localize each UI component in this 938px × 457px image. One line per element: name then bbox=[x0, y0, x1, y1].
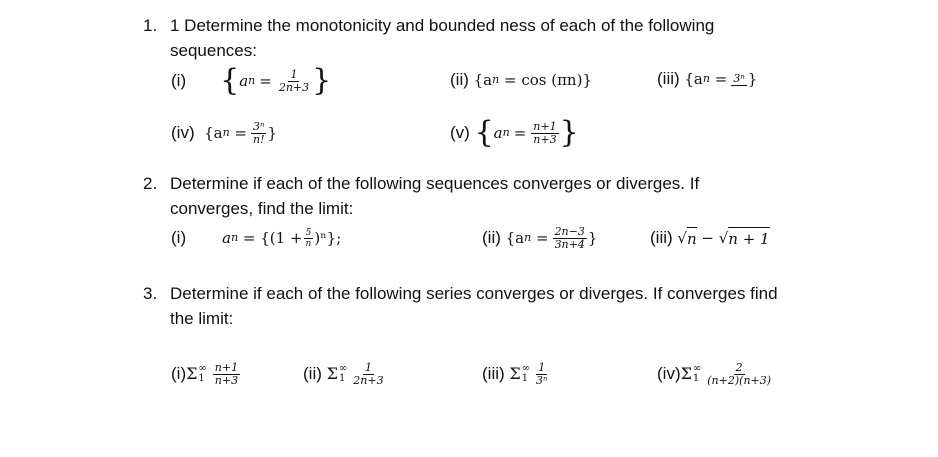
q1-iii-expr: {a bbox=[684, 70, 703, 88]
q1-i-var: a bbox=[239, 72, 249, 90]
q1-i-den: 2n+3 bbox=[278, 80, 310, 94]
q3-iii-den: 3ⁿ bbox=[536, 373, 548, 387]
q2-ii-sub: n bbox=[524, 231, 532, 244]
q3-i-upper: ∞ bbox=[198, 363, 207, 374]
q3-i-num: n+1 bbox=[214, 360, 239, 374]
q3-part-iii bbox=[482, 358, 551, 390]
q2-iii-label: (iii) bbox=[650, 228, 673, 247]
q3-text-line2: the limit: bbox=[170, 309, 234, 328]
q1-part-iii bbox=[657, 64, 757, 94]
q3-ii-lower: 1 bbox=[338, 373, 346, 384]
q3-ii-upper: ∞ bbox=[338, 363, 348, 374]
q2-i-lhs: a bbox=[222, 229, 232, 247]
q3-iv-lower: 1 bbox=[692, 373, 700, 384]
q1-i-close-brace: } bbox=[312, 63, 332, 98]
q2-ii-eq: = bbox=[531, 229, 549, 247]
q1-v-sub: n bbox=[502, 126, 510, 139]
q3-i-sigma-icon: Σ bbox=[186, 364, 198, 383]
q3-iii-num: 1 bbox=[538, 360, 546, 374]
q3-iv-limits bbox=[693, 364, 701, 384]
q1-v-num: n+1 bbox=[533, 119, 557, 133]
q2-ii-num: 2n−3 bbox=[554, 224, 585, 238]
q2-part-iii bbox=[650, 226, 770, 250]
q1-iv-eq: = bbox=[229, 124, 247, 142]
q2-iii-sqrt1-icon: √ bbox=[677, 229, 687, 247]
q3-iii-upper: ∞ bbox=[521, 363, 531, 374]
q2-i-den: n bbox=[305, 238, 312, 249]
q3-i-den: n+3 bbox=[214, 373, 239, 387]
q3-iv-fraction bbox=[705, 362, 773, 387]
q3-iv-sigma-icon: Σ bbox=[680, 364, 692, 383]
q2-iii-minus: − bbox=[696, 229, 719, 247]
q3-part-iv bbox=[657, 358, 774, 390]
q3-iv-label: (iv) bbox=[657, 364, 681, 383]
q3-ii-fraction bbox=[351, 362, 385, 387]
q2-part-i bbox=[171, 223, 341, 253]
q1-i-open-brace: { bbox=[220, 63, 240, 98]
q1-i-eq: = bbox=[259, 72, 272, 90]
q2-ii-expr: {a bbox=[505, 229, 525, 247]
q2-text-line2: converges, find the limit: bbox=[170, 199, 354, 218]
q1-iv-num: 3ⁿ bbox=[253, 119, 265, 133]
q2-text-line1: Determine if each of the following sequences converges or diverges. If bbox=[170, 174, 700, 193]
q2-ii-label: (ii) bbox=[482, 228, 501, 247]
q1-number: 1. bbox=[143, 16, 158, 35]
q3-ii-num: 1 bbox=[364, 360, 372, 374]
q3-i-limits bbox=[198, 364, 206, 384]
q1-ii-rest: = cos (πn)} bbox=[499, 71, 592, 89]
q3-i-lower: 1 bbox=[198, 373, 205, 384]
q1-v-var: a bbox=[493, 124, 503, 142]
q3-iv-num: 2 bbox=[735, 360, 743, 374]
q1-i-fraction bbox=[277, 69, 311, 94]
q1-v-den: n+3 bbox=[533, 132, 557, 146]
q3-iii-fraction bbox=[534, 362, 549, 387]
q3-iii-sigma-icon: Σ bbox=[509, 364, 521, 383]
q3-i-fraction bbox=[213, 362, 240, 387]
q3-iv-den: (n+2)(n+3) bbox=[707, 373, 772, 387]
q1-part-i bbox=[171, 64, 331, 98]
q1-v-close-brace: } bbox=[559, 115, 579, 150]
q1-ii-sub: n bbox=[492, 73, 500, 86]
q3-part-i bbox=[171, 358, 241, 390]
q2-i-label: (i) bbox=[171, 228, 187, 247]
q3-iii-lower: 1 bbox=[521, 373, 529, 384]
q3-iii-label: (iii) bbox=[482, 364, 505, 383]
q2-ii-den: 3n+4 bbox=[554, 237, 585, 251]
q2-number: 2. bbox=[143, 174, 158, 193]
q1-part-iv bbox=[171, 118, 277, 148]
q1-iv-fraction bbox=[251, 121, 267, 146]
q3-number: 3. bbox=[143, 284, 158, 303]
q1-text-line1: 1 Determine the monotonicity and bounded ness of each of the following bbox=[170, 16, 715, 35]
q1-ii-expr: {a bbox=[473, 71, 493, 89]
q1-iv-expr: {a bbox=[204, 124, 223, 142]
q3-part-ii bbox=[303, 358, 387, 390]
q2-i-sub: n bbox=[231, 231, 239, 244]
q1-ii-label: (ii) bbox=[450, 70, 469, 89]
q3-i-label: (i) bbox=[171, 364, 187, 383]
q1-v-fraction bbox=[531, 121, 558, 146]
q1-iii-label: (iii) bbox=[657, 69, 680, 88]
q3-ii-label: (ii) bbox=[303, 364, 322, 383]
q1-iii-eq: = bbox=[709, 70, 728, 88]
q1-v-open-brace: { bbox=[474, 115, 494, 150]
q1-iii-sub: n bbox=[702, 72, 710, 85]
q2-i-num: 5 bbox=[305, 227, 312, 238]
q2-ii-fraction bbox=[553, 226, 587, 251]
q1-part-ii bbox=[450, 68, 592, 92]
q2-i-mid: = {(1 + bbox=[238, 229, 303, 247]
q2-iii-radicand1: n bbox=[687, 227, 697, 249]
q2-part-ii bbox=[482, 223, 597, 253]
q2-iii-sqrt2-icon: √ bbox=[718, 229, 729, 247]
q1-iv-close: } bbox=[267, 124, 278, 142]
q1-v-eq: = bbox=[513, 124, 527, 142]
q3-iv-upper: ∞ bbox=[692, 363, 702, 374]
q1-iii-fraction bbox=[731, 73, 746, 86]
q1-iv-label: (iv) bbox=[171, 123, 195, 142]
q1-text-line2: sequences: bbox=[170, 41, 257, 60]
q2-i-rest: )ⁿ}; bbox=[314, 229, 342, 247]
q1-v-label: (v) bbox=[450, 123, 470, 142]
q3-text-line1: Determine if each of the following series converges or diverges. If converges find bbox=[170, 284, 778, 303]
q3-ii-den: 2n+3 bbox=[353, 373, 384, 387]
q1-iv-sub: n bbox=[222, 126, 230, 139]
q2-iii-radicand2: n + 1 bbox=[728, 227, 769, 249]
q1-i-sub: n bbox=[248, 74, 256, 87]
q1-iv-den: n! bbox=[253, 132, 265, 146]
q1-i-label: (i) bbox=[171, 71, 187, 90]
q1-iii-num: 3ⁿ bbox=[733, 71, 745, 85]
q1-i-num: 1 bbox=[290, 67, 298, 81]
q1-iii-close: } bbox=[747, 70, 758, 88]
q2-ii-close: } bbox=[587, 229, 598, 247]
q1-part-v bbox=[450, 116, 579, 150]
q3-ii-limits bbox=[339, 364, 347, 384]
q3-ii-sigma-icon: Σ bbox=[326, 364, 338, 383]
q2-i-fraction bbox=[304, 228, 314, 249]
q3-iii-limits bbox=[522, 364, 530, 384]
